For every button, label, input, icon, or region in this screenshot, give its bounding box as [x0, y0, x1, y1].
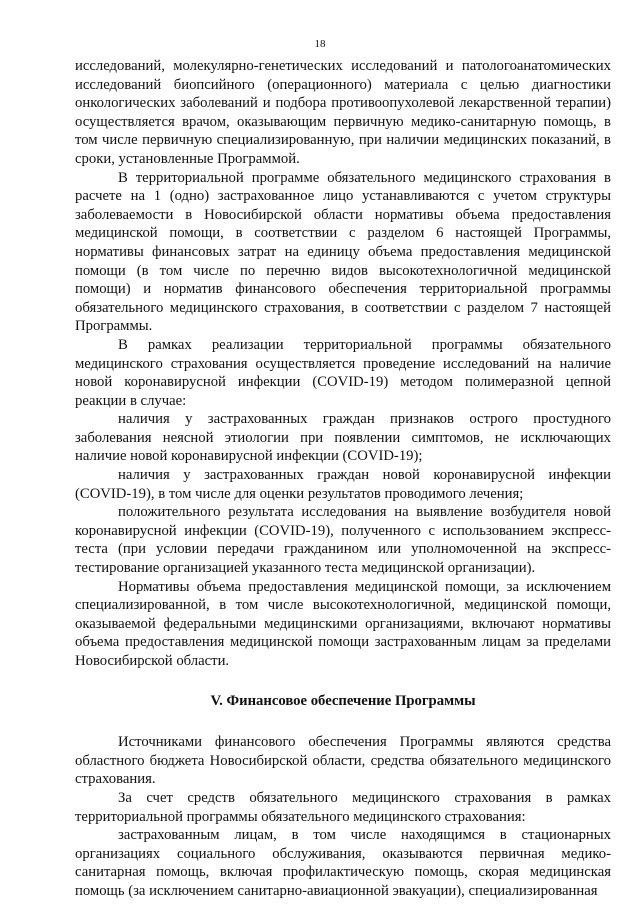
page-number: 18 [314, 38, 326, 50]
paragraph-covid-testing: В рамках реализации территориальной программы обязательного медицинского страхования осуществляется проведение исследований на наличие новой коронавирусной инфекции (COVID-19) методом полимеразной цепной реакции в случае: [75, 336, 611, 409]
paragraph-continuation: исследований, молекулярно-генетических исследований и патологоанатомических исследований биопсийного (операционного) материала с целью диагностики онкологических заболеваний и подбора противоопухолевой лекарственной терапии) осуществляется врачом, оказывающим первичную медико-санитарную помощь, в том числе первичную специализированную, при наличии медицинских показаний, в сроки, установленные Программой. [75, 58, 611, 167]
document-body [75, 57, 611, 901]
paragraph-covid-case-2: наличия у застрахованных граждан новой коронавирусной инфекции (COVID-19), в том числе для оценки результатов проводимого лечения; [75, 467, 611, 502]
paragraph-oms-norms: В территориальной программе обязательного медицинского страхования в расчете на 1 (одно) застрахованное лицо устанавливаются с учетом структуры заболеваемости в Новосибирской области нормативы объема предоставления медицинской помощи, в соответствии с разделом 6 настоящей Программы, нормативы финансовых затрат на единицу объема предоставления медицинской помощи (в том числе по перечню видов высокотехнологичной медицинской помощи) и норматив финансового обеспечения территориальной программы обязательного медицинского страхования, в соответствии с разделом 7 настоящей Программы. [75, 169, 611, 335]
section-heading: V. Финансовое обеспечение Программы [210, 692, 476, 709]
paragraph-covid-case-1: наличия у застрахованных граждан признаков острого простудного заболевания неясной этиологии при появлении симптомов, не исключающих наличие новой коронавирусной инфекции (COVID-19); [75, 411, 611, 465]
paragraph-volume-norms: Нормативы объема предоставления медицинской помощи, за исключением специализированной, в том числе высокотехнологичной, медицинской помощи, оказываемой федеральными медицинскими организациями, включают нормативы объема предоставления медицинской помощи застрахованным лицам за пределами Новосибирской области. [75, 578, 611, 669]
paragraph-oms-funding: За счет средств обязательного медицинского страхования в рамках территориальной программы обязательного медицинского страхования: [75, 789, 611, 825]
paragraph-insured-persons: застрахованным лицам, в том числе находящимся в стационарных организациях социального обслуживания, оказываются первичная медико-санитарная помощь, включая профилактическую помощь, скорая медицинская помощь (за исключением санитарно-авиационной эвакуации), специализированная [75, 827, 611, 899]
paragraph-funding-sources: Источниками финансового обеспечения Программы являются средства областного бюджета Новосибирской области, средства обязательного медицинского страхования. [75, 734, 611, 788]
paragraph-covid-case-3: положительного результата исследования на выявление возбудителя новой коронавирусной инфекции (COVID-19), полученного с использованием экспресс-теста (при условии передачи гражданином или уполномоченной на экспресс-тестирование организацией указанного теста медицинской организации). [75, 504, 611, 577]
